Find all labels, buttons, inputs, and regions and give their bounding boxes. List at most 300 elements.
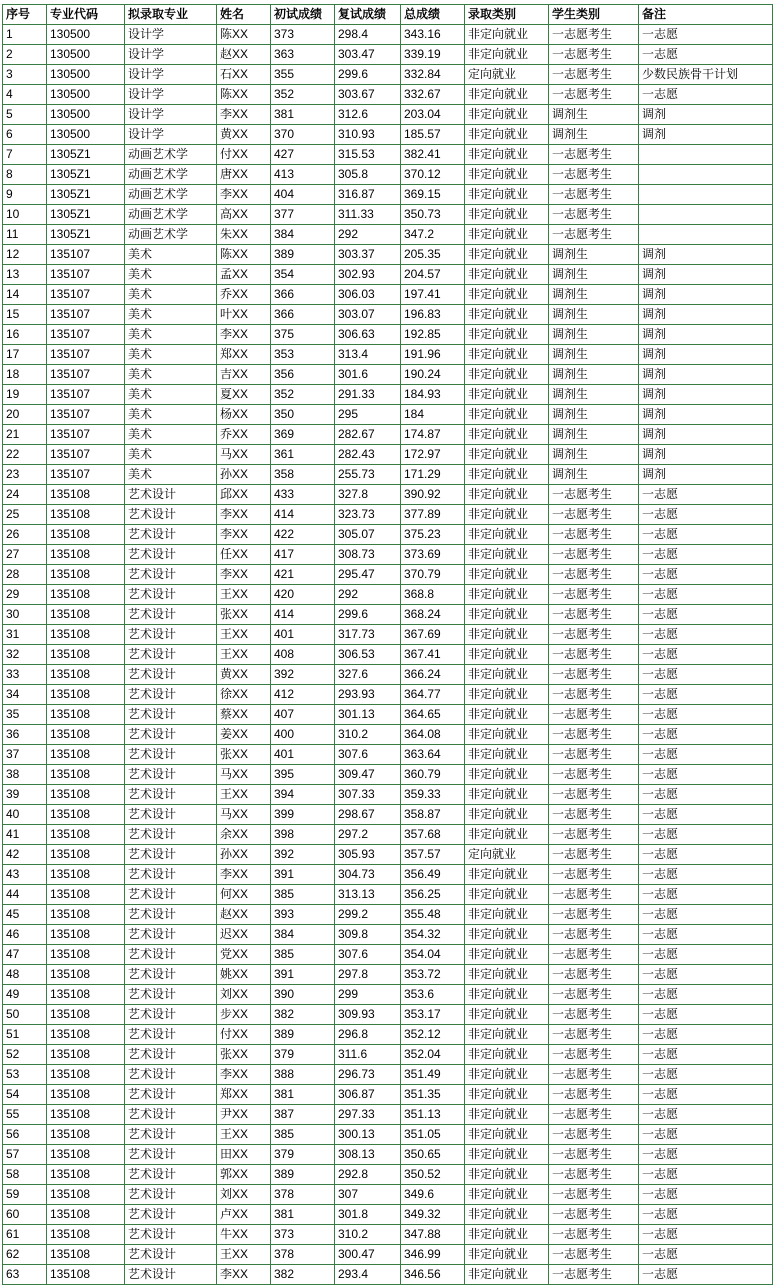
table-row [3,745,773,765]
table-cell: 299.6 [335,605,401,625]
table-cell: 351.35 [401,1085,465,1105]
table-cell: 一志愿 [639,1165,773,1185]
table-cell: 135108 [47,625,125,645]
table-cell: 306.03 [335,285,401,305]
table-row [3,945,773,965]
table-cell: 391 [271,865,335,885]
table-cell: 352 [271,85,335,105]
table-cell: 杨XX [217,405,271,425]
table-cell: 50 [3,1005,47,1025]
table-cell: 非定向就业 [465,885,549,905]
table-cell: 夏XX [217,385,271,405]
table-cell: 297.8 [335,965,401,985]
table-cell: 定向就业 [465,845,549,865]
table-cell: 李XX [217,565,271,585]
table-cell: 422 [271,525,335,545]
table-cell: 303.37 [335,245,401,265]
table-cell: 313.13 [335,885,401,905]
table-cell: 郑XX [217,345,271,365]
table-cell: 一志愿考生 [549,825,639,845]
table-cell: 292 [335,225,401,245]
table-cell: 非定向就业 [465,1025,549,1045]
table-cell: 6 [3,125,47,145]
table-cell: 37 [3,745,47,765]
table-cell: 非定向就业 [465,85,549,105]
table-cell: 孟XX [217,265,271,285]
table-cell: 413 [271,165,335,185]
table-cell: 非定向就业 [465,365,549,385]
table-cell: 388 [271,1065,335,1085]
table-row [3,1225,773,1245]
table-cell: 非定向就业 [465,125,549,145]
table-cell: 一志愿 [639,1005,773,1025]
table-cell: 358 [271,465,335,485]
table-cell: 叶XX [217,305,271,325]
table-cell: 一志愿考生 [549,1205,639,1225]
table-cell: 49 [3,985,47,1005]
table-cell: 367.41 [401,645,465,665]
table-cell: 52 [3,1045,47,1065]
table-row [3,25,773,45]
table-cell: 王XX [217,1245,271,1265]
table-cell: 一志愿考生 [549,685,639,705]
table-cell: 15 [3,305,47,325]
table-cell: 艺术设计 [125,565,217,585]
table-cell: 非定向就业 [465,485,549,505]
table-cell: 高XX [217,205,271,225]
table-cell: 385 [271,1125,335,1145]
table-cell: 美术 [125,445,217,465]
table-cell: 设计学 [125,45,217,65]
table-row [3,405,773,425]
table-cell: 付XX [217,1025,271,1045]
table-cell: 一志愿考生 [549,905,639,925]
table-cell: 一志愿考生 [549,785,639,805]
table-cell: 黄XX [217,665,271,685]
table-cell: 282.43 [335,445,401,465]
table-cell: 非定向就业 [465,545,549,565]
table-row [3,285,773,305]
table-cell: 非定向就业 [465,805,549,825]
table-cell: 非定向就业 [465,505,549,525]
table-cell: 203.04 [401,105,465,125]
table-row [3,905,773,925]
table-cell: 1305Z1 [47,205,125,225]
table-cell: 368.24 [401,605,465,625]
table-cell: 355.48 [401,905,465,925]
table-cell: 艺术设计 [125,805,217,825]
table-row [3,865,773,885]
table-cell: 56 [3,1125,47,1145]
table-cell: 郭XX [217,1165,271,1185]
table-cell: 135108 [47,965,125,985]
table-cell: 孙XX [217,465,271,485]
table-cell: 一志愿考生 [549,945,639,965]
table-cell: 一志愿 [639,1225,773,1245]
table-cell: 乔XX [217,285,271,305]
table-row [3,925,773,945]
table-row [3,325,773,345]
table-cell: 305.07 [335,525,401,545]
table-cell: 401 [271,745,335,765]
table-cell: 39 [3,785,47,805]
table-cell: 非定向就业 [465,1185,549,1205]
table-cell: 一志愿考生 [549,965,639,985]
table-cell: 一志愿考生 [549,1105,639,1125]
table-cell: 非定向就业 [465,185,549,205]
table-cell: 王XX [217,1125,271,1145]
table-cell: 一志愿考生 [549,765,639,785]
table-row [3,1165,773,1185]
table-cell: 一志愿考生 [549,45,639,65]
table-row [3,265,773,285]
table-cell: 135108 [47,925,125,945]
table-cell: 378 [271,1185,335,1205]
table-row [3,505,773,525]
table-cell: 172.97 [401,445,465,465]
table-cell: 一志愿考生 [549,885,639,905]
table-cell: 370.12 [401,165,465,185]
table-cell: 350.52 [401,1165,465,1185]
table-cell: 一志愿 [639,905,773,925]
table-cell: 7 [3,145,47,165]
table-cell: 381 [271,1205,335,1225]
table-row [3,685,773,705]
table-cell: 381 [271,1085,335,1105]
table-cell: 296.8 [335,1025,401,1045]
table-cell: 非定向就业 [465,445,549,465]
table-cell: 304.73 [335,865,401,885]
table-cell: 一志愿考生 [549,805,639,825]
table-cell: 364.65 [401,705,465,725]
table-cell: 非定向就业 [465,425,549,445]
table-cell: 373 [271,25,335,45]
table-cell: 赵XX [217,905,271,925]
table-cell: 赵XX [217,45,271,65]
table-row [3,205,773,225]
table-cell: 308.73 [335,545,401,565]
table-cell: 邱XX [217,485,271,505]
table-cell: 302.93 [335,265,401,285]
table-cell: 一志愿 [639,685,773,705]
table-cell: 调剂 [639,425,773,445]
table-cell: 135108 [47,1225,125,1245]
table-row [3,1065,773,1085]
table-cell: 384 [271,925,335,945]
table-row [3,1105,773,1125]
table-cell: 41 [3,825,47,845]
table-cell: 调剂生 [549,265,639,285]
column-header: 姓名 [217,5,271,25]
table-cell: 调剂 [639,305,773,325]
table-cell: 305.93 [335,845,401,865]
table-row [3,385,773,405]
table-row [3,965,773,985]
table-cell: 少数民族骨干计划 [639,65,773,85]
table-cell: 非定向就业 [465,565,549,585]
table-cell: 47 [3,945,47,965]
table-row [3,485,773,505]
table-cell: 石XX [217,65,271,85]
table-cell: 308.13 [335,1145,401,1165]
table-cell: 一志愿 [639,485,773,505]
table-cell: 一志愿 [639,945,773,965]
table-cell: 牛XX [217,1225,271,1245]
table-cell: 陈XX [217,25,271,45]
table-cell: 美术 [125,265,217,285]
table-cell: 付XX [217,145,271,165]
table-cell: 356.25 [401,885,465,905]
table-row [3,845,773,865]
table-cell: 设计学 [125,125,217,145]
table-cell: 艺术设计 [125,1065,217,1085]
table-cell: 62 [3,1245,47,1265]
table-cell: 346.56 [401,1265,465,1285]
table-cell: 艺术设计 [125,865,217,885]
column-header: 备注 [639,5,773,25]
table-cell: 调剂 [639,465,773,485]
table-cell: 一志愿 [639,1185,773,1205]
table-cell: 384 [271,225,335,245]
table-cell: 310.2 [335,725,401,745]
table-cell: 327.6 [335,665,401,685]
table-cell: 307 [335,1185,401,1205]
table-cell: 设计学 [125,65,217,85]
table-cell: 一志愿考生 [549,1265,639,1285]
table-cell: 407 [271,705,335,725]
table-cell: 非定向就业 [465,665,549,685]
table-cell: 354 [271,265,335,285]
table-cell: 359.33 [401,785,465,805]
table-cell: 339.19 [401,45,465,65]
table-cell: 135107 [47,405,125,425]
table-row [3,785,773,805]
table-row [3,125,773,145]
table-cell: 一志愿考生 [549,725,639,745]
table-cell: 艺术设计 [125,725,217,745]
table-cell: 306.53 [335,645,401,665]
table-cell: 一志愿考生 [549,165,639,185]
table-cell: 366.24 [401,665,465,685]
table-cell: 191.96 [401,345,465,365]
table-cell: 130500 [47,125,125,145]
table-cell: 非定向就业 [465,1145,549,1165]
table-cell: 361 [271,445,335,465]
table-cell: 363.64 [401,745,465,765]
table-cell: 调剂 [639,345,773,365]
table-cell: 非定向就业 [465,265,549,285]
table-cell: 38 [3,765,47,785]
table-cell: 调剂 [639,265,773,285]
table-cell: 130500 [47,45,125,65]
table-cell: 307.6 [335,945,401,965]
table-cell: 135107 [47,425,125,445]
table-cell: 192.85 [401,325,465,345]
table-cell: 调剂生 [549,425,639,445]
table-cell: 390 [271,985,335,1005]
table-cell: 297.33 [335,1105,401,1125]
table-cell: 非定向就业 [465,285,549,305]
table-cell: 369 [271,425,335,445]
table-cell: 1305Z1 [47,225,125,245]
table-cell: 350.65 [401,1145,465,1165]
table-cell: 一志愿考生 [549,985,639,1005]
table-cell: 蔡XX [217,705,271,725]
table-cell: 一志愿考生 [549,565,639,585]
table-cell: 调剂生 [549,385,639,405]
table-cell: 389 [271,245,335,265]
table-cell: 303.07 [335,305,401,325]
table-cell: 61 [3,1225,47,1245]
table-row [3,1125,773,1145]
table-cell: 调剂 [639,445,773,465]
table-cell: 59 [3,1185,47,1205]
table-cell: 323.73 [335,505,401,525]
table-cell: 迟XX [217,925,271,945]
table-cell: 艺术设计 [125,885,217,905]
table-row [3,1005,773,1025]
table-cell: 一志愿 [639,585,773,605]
table-cell: 动画艺术学 [125,225,217,245]
table-cell: 非定向就业 [465,105,549,125]
table-cell: 非定向就业 [465,985,549,1005]
table-cell: 任XX [217,545,271,565]
table-row [3,85,773,105]
table-cell: 一志愿 [639,965,773,985]
table-cell: 一志愿考生 [549,1125,639,1145]
table-cell: 130500 [47,65,125,85]
table-row [3,185,773,205]
table-cell: 379 [271,1145,335,1165]
column-header: 初试成绩 [271,5,335,25]
table-row [3,145,773,165]
table-row [3,45,773,65]
table-cell: 非定向就业 [465,1265,549,1285]
table-cell: 174.87 [401,425,465,445]
table-cell: 135107 [47,305,125,325]
table-cell: 非定向就业 [465,405,549,425]
column-header: 录取类别 [465,5,549,25]
table-cell: 412 [271,685,335,705]
table-cell: 卢XX [217,1205,271,1225]
table-cell: 130500 [47,25,125,45]
table-cell: 孙XX [217,845,271,865]
table-cell: 一志愿 [639,825,773,845]
table-cell: 353.72 [401,965,465,985]
table-cell: 调剂 [639,245,773,265]
table-cell: 党XX [217,945,271,965]
table-cell: 135108 [47,665,125,685]
table-cell: 171.29 [401,465,465,485]
table-cell: 非定向就业 [465,1125,549,1145]
table-cell: 351.49 [401,1065,465,1085]
table-cell: 艺术设计 [125,625,217,645]
table-cell: 17 [3,345,47,365]
table-cell: 艺术设计 [125,945,217,965]
table-cell: 一志愿考生 [549,525,639,545]
table-row [3,305,773,325]
table-cell: 非定向就业 [465,625,549,645]
table-cell: 395 [271,765,335,785]
table-cell: 郑XX [217,1085,271,1105]
table-cell: 一志愿 [639,805,773,825]
table-cell: 364.08 [401,725,465,745]
table-cell: 非定向就业 [465,165,549,185]
table-cell: 13 [3,265,47,285]
table-cell: 非定向就业 [465,965,549,985]
table-cell: 310.2 [335,1225,401,1245]
table-cell: 非定向就业 [465,345,549,365]
table-cell: 1305Z1 [47,165,125,185]
table-cell: 135108 [47,1085,125,1105]
table-cell: 135108 [47,1065,125,1085]
table-row [3,825,773,845]
table-cell: 动画艺术学 [125,145,217,165]
table-cell: 58 [3,1165,47,1185]
table-cell: 433 [271,485,335,505]
table-cell: 357.57 [401,845,465,865]
table-cell: 135108 [47,805,125,825]
table-cell: 135108 [47,485,125,505]
table-cell: 艺术设计 [125,645,217,665]
table-cell: 非定向就业 [465,1205,549,1225]
table-cell: 一志愿 [639,1045,773,1065]
table-cell: 373 [271,1225,335,1245]
column-header: 拟录取专业 [125,5,217,25]
table-cell: 298.4 [335,25,401,45]
table-cell: 23 [3,465,47,485]
table-cell: 一志愿考生 [549,625,639,645]
table-cell: 艺术设计 [125,985,217,1005]
table-cell: 设计学 [125,25,217,45]
table-cell: 一志愿 [639,1065,773,1085]
table-cell: 非定向就业 [465,745,549,765]
table-cell: 184.93 [401,385,465,405]
table-cell: 130500 [47,85,125,105]
table-cell: 343.16 [401,25,465,45]
table-cell: 309.8 [335,925,401,945]
table-cell: 135108 [47,645,125,665]
table-cell: 一志愿 [639,505,773,525]
table-row [3,1085,773,1105]
table-cell: 310.93 [335,125,401,145]
table-cell: 艺术设计 [125,505,217,525]
table-cell: 16 [3,325,47,345]
table-cell: 艺术设计 [125,1025,217,1045]
table-cell: 艺术设计 [125,765,217,785]
table-cell: 非定向就业 [465,1045,549,1065]
table-cell: 非定向就业 [465,905,549,925]
table-cell: 401 [271,625,335,645]
table-row [3,985,773,1005]
table-cell: 非定向就业 [465,725,549,745]
table-cell: 135107 [47,365,125,385]
table-cell: 一志愿考生 [549,145,639,165]
table-body [3,25,773,1285]
table-cell: 一志愿 [639,545,773,565]
table-cell: 一志愿 [639,665,773,685]
table-cell: 399 [271,805,335,825]
table-cell: 唐XX [217,165,271,185]
table-cell: 382 [271,1265,335,1285]
table-cell: 非定向就业 [465,1105,549,1125]
table-cell: 303.47 [335,45,401,65]
column-header: 专业代码 [47,5,125,25]
table-cell: 非定向就业 [465,585,549,605]
table-cell: 定向就业 [465,65,549,85]
table-cell: 一志愿考生 [549,1005,639,1025]
table-cell: 301.13 [335,705,401,725]
